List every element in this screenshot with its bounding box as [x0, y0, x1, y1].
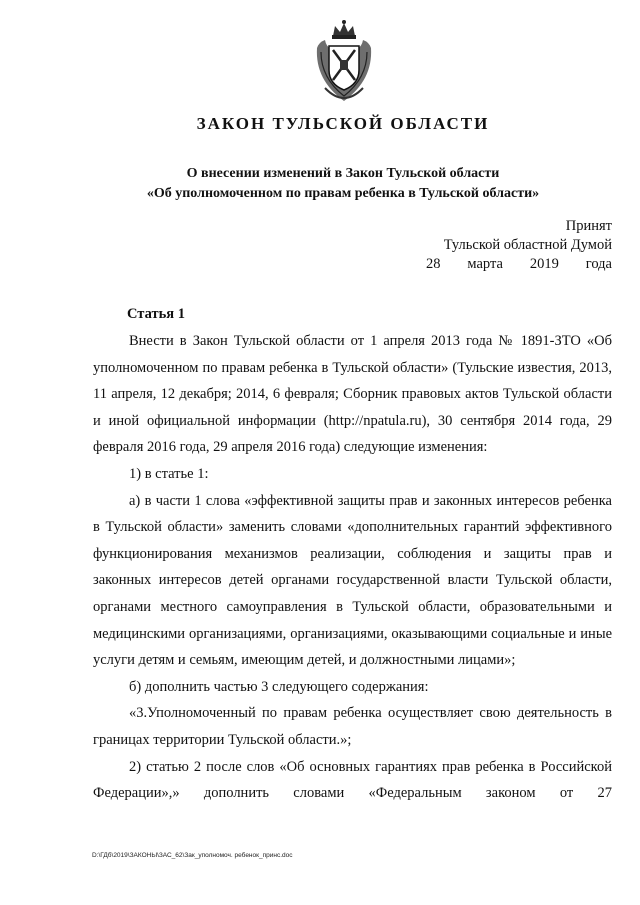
date-month: марта	[467, 256, 503, 272]
date-suffix: года	[585, 256, 612, 272]
adopted-label: Принят	[565, 218, 612, 234]
paragraph-item-1b: б) дополнить частью 3 следующего содержания:	[129, 678, 429, 695]
article-heading: Статья 1	[127, 306, 185, 322]
paragraph-intro: Внести в Закон Тульской области от 1 апреля 2013 года № 1891-ЗТО «Об уполномоченном по правам ребенка в Тульской области» (Тульские известия, 2013, 11 апреля, 12 декабря; 2014, 6 февраля; Сборник правовых актов Тульской области и иной официальной информации (http://npatula.ru), 30 сентября 2014 года, 29 февраля 2016 года, 29 апреля 2016 года) следующие изменения:	[93, 333, 612, 456]
adoption-date	[426, 255, 612, 274]
paragraph-item-1a: а) в части 1 слова «эффективной защиты прав и законных интересов ребенка в Тульской области» заменить словами «дополнительных гарантий эффективного функционирования механизмов реализации, соблюдения и защиты прав и законных интересов детей органами государственной власти Тульской области, органами местного самоуправления в Тульской области, образовательными и медицинскими организациями, организациями, оказывающими социальные и иные услуги детям и семьям, имеющим детей, и должностными лицами»;	[93, 492, 612, 669]
adoption-block	[426, 217, 612, 274]
emblem-icon	[311, 18, 377, 104]
coat-of-arms-emblem	[311, 18, 377, 104]
paragraph-quote-3: «3.Уполномоченный по правам ребенка осуществляет свою деятельность в границах территории Тульской области.»;	[93, 705, 612, 748]
subject-line-2: «Об уполномоченном по правам ребенка в Тульской области»	[146, 186, 540, 201]
article-body	[93, 322, 612, 807]
date-day: 28	[426, 256, 441, 272]
file-path-footer: D:\ГДб\2019\ЗАКОНЫ\ЗАС_62\Зак_уполномоч. ребенок_принс.doc	[92, 852, 293, 859]
paragraph-item-2: 2) статью 2 после слов «Об основных гарантиях прав ребенка в Российской Федерации»,» дополнить словами «Федеральным законом от 27	[93, 758, 612, 802]
adopted-by: Тульской областной Думой	[443, 237, 612, 253]
law-title: ЗАКОН ТУЛЬСКОЙ ОБЛАСТИ	[196, 114, 490, 133]
subject-line-1: О внесении изменений в Закон Тульской области	[186, 166, 500, 181]
date-year: 2019	[529, 256, 559, 272]
law-subject	[0, 164, 640, 204]
paragraph-item-1: 1) в статье 1:	[129, 465, 209, 482]
